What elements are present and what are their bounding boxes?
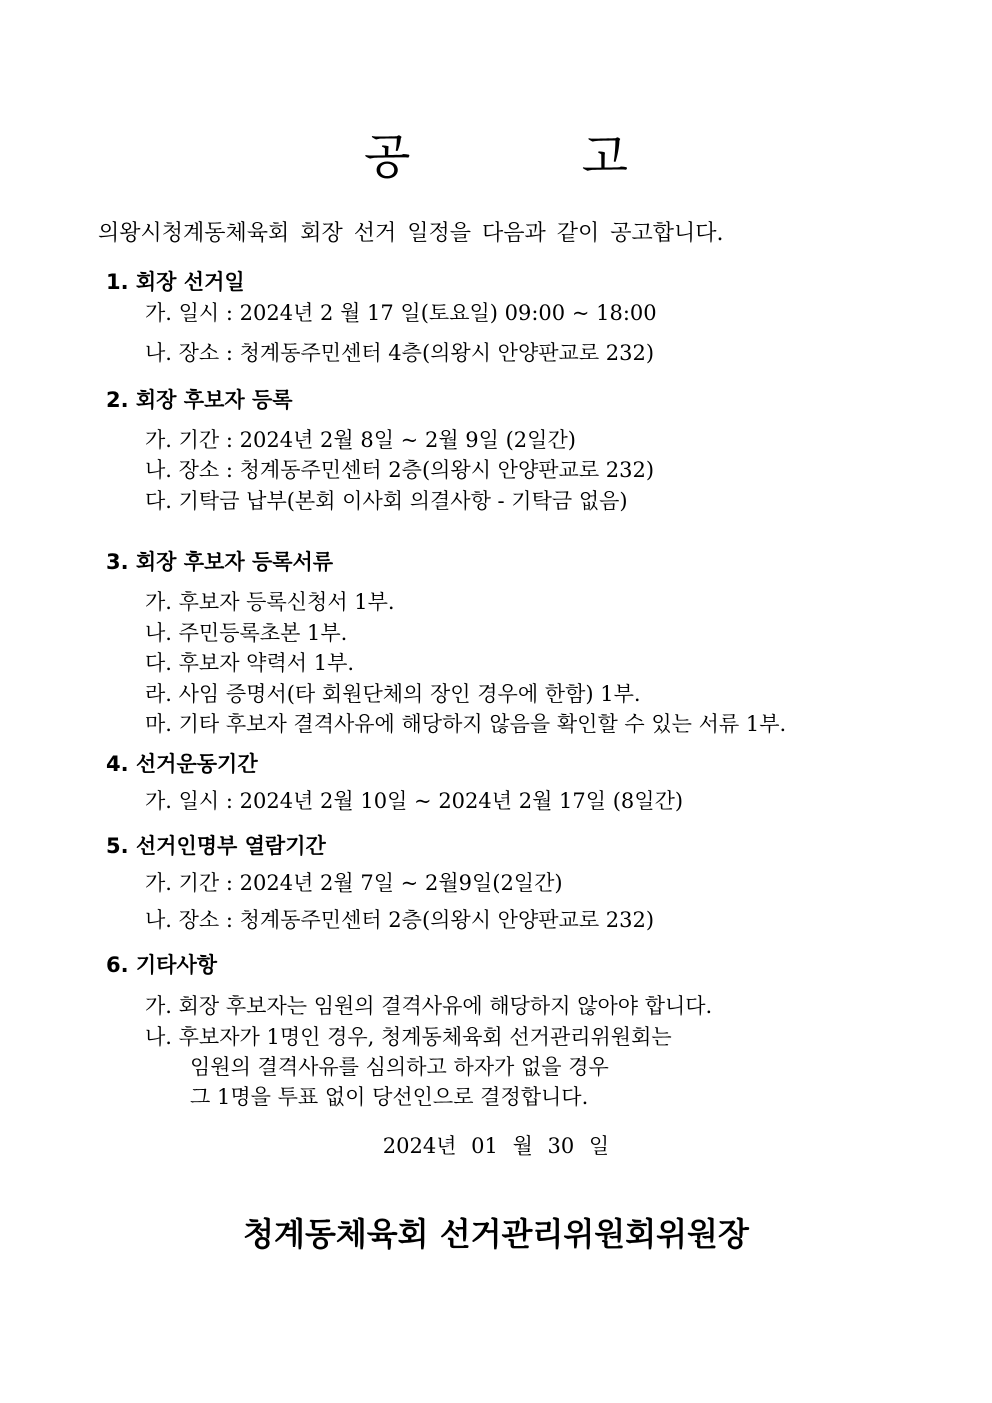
intro-text: 의왕시청계동체육회 회장 선거 일정을 다음과 같이 공고합니다. — [98, 221, 724, 246]
page-title: 공 고 — [364, 129, 706, 185]
section-6-heading: 6. 기타사항 — [106, 953, 218, 977]
section-3-item-5: 마. 기타 후보자 결격사유에 해당하지 않음을 확인할 수 있는 서류 1부. — [145, 712, 787, 736]
section-3-item-3: 다. 후보자 약력서 1부. — [145, 651, 355, 675]
section-3-item-4: 라. 사임 증명서(타 회원단체의 장인 경우에 한함) 1부. — [145, 682, 641, 706]
section-6-continuation-1: 임원의 결격사유를 심의하고 하자가 없을 경우 — [190, 1055, 609, 1079]
section-5-item-2: 나. 장소 : 청계동주민센터 2층(의왕시 안양판교로 232) — [145, 908, 655, 932]
section-5-heading: 5. 선거인명부 열람기간 — [106, 834, 326, 858]
section-2-item-3: 다. 기탁금 납부(본회 이사회 의결사항 - 기탁금 없음) — [145, 489, 628, 513]
section-6-continuation-2: 그 1명을 투표 없이 당선인으로 결정합니다. — [190, 1085, 589, 1109]
section-1-item-2: 나. 장소 : 청계동주민센터 4층(의왕시 안양판교로 232) — [145, 341, 655, 365]
section-1-item-1: 가. 일시 : 2024년 2 월 17 일(토요일) 09:00 ~ 18:00 — [145, 301, 657, 325]
section-2-heading: 2. 회장 후보자 등록 — [106, 388, 293, 412]
section-3-heading: 3. 회장 후보자 등록서류 — [106, 550, 334, 574]
section-6-item-1: 가. 회장 후보자는 임원의 결격사유에 해당하지 않아야 합니다. — [145, 994, 713, 1018]
section-4-item-1: 가. 일시 : 2024년 2월 10일 ~ 2024년 2월 17일 (8일간) — [145, 789, 684, 813]
signer-name: 청계동체육회 선거관리위원회위원장 — [243, 1215, 749, 1253]
section-1-heading: 1. 회장 선거일 — [106, 270, 245, 294]
section-4-heading: 4. 선거운동기간 — [106, 752, 258, 776]
section-2-item-1: 가. 기간 : 2024년 2월 8일 ~ 2월 9일 (2일간) — [145, 428, 576, 452]
section-5-item-1: 가. 기간 : 2024년 2월 7일 ~ 2월9일(2일간) — [145, 871, 563, 895]
section-3-item-2: 나. 주민등록초본 1부. — [145, 621, 348, 645]
section-6-item-2: 나. 후보자가 1명인 경우, 청계동체육회 선거관리위원회는 — [145, 1025, 672, 1049]
notice-date: 2024년 01 월 30 일 — [382, 1134, 610, 1158]
section-2-item-2: 나. 장소 : 청계동주민센터 2층(의왕시 안양판교로 232) — [145, 458, 655, 482]
section-3-item-1: 가. 후보자 등록신청서 1부. — [145, 590, 395, 614]
